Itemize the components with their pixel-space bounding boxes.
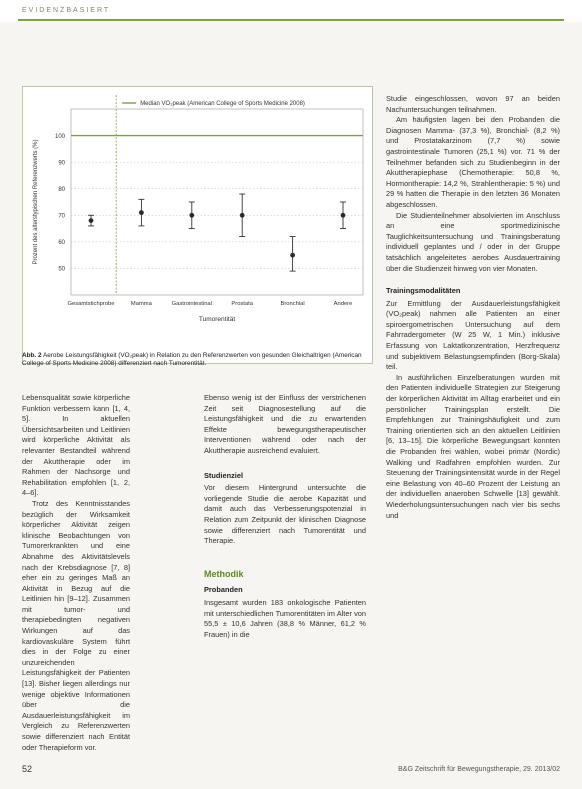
caption-text: Aerobe Leistungsfähigkeit (VO₂peak) in Relation zu den Referenzwerten von gesunden Gleichaltrigen (American College of Sports Medicine 2008) differenziert nach Tumorentität. (22, 352, 362, 367)
x-tick-label: Bronchial (280, 301, 305, 307)
paragraph: Studie eingeschlossen, wovon 97 an beiden Nachuntersuchungen teilnahmen. (386, 94, 560, 114)
column-left (22, 393, 130, 753)
paragraph: In ausführlichen Einzelberatungen wurden mit den Patienten individuelle Strategien zur Steigerung der körperlichen Aktivität im Alltag erarbeitet und ein persönlicher Trainingsplan erstellt. Die Empfehlungen zur Trainingshäufigkeit und zum Training orientierten sich an den aktuellen Leitlinien [6, 13–15]. Die körperliche Bewegungsart konnten die Probanden frei wählen, wobei primär (Nordic) Walking und Radfahren empfohlen wurden. Zur Steuerung der Trainingsintensität wurde in der Regel eine Belastung von 40–60 Prozent der Leistung an der individuellen anaeroben Schwelle [13] gewählt. Wiederholungsuntersuchungen nach vier bis sechs und (386, 372, 560, 520)
paragraph: Am häufigsten lagen bei den Probanden die Diagnosen Mamma- (37,3 %), Bronchial- (8,2 %) und Prostatakarzinom (7,7 %) sowie gastrointestinale Tumoren (25,1 %) vor. 71 % der Teilnehmer befanden sich zu Studienbeginn in der Akuttherapiephase (Chemotherapie: 50,8 %, Hormontherapie: 14,2 %, Strahlentherapie: 5 %) und 29 % hatten die Therapie in den letzten 36 Monaten abgeschlossen. (386, 115, 560, 209)
x-tick-label: Gesamtstichprobe (67, 301, 115, 307)
journal-footer: B&G Zeitschrift für Bewegungstherapie, 29. 2013/02 (398, 766, 560, 773)
y-tick-label: 80 (58, 186, 65, 193)
data-point (89, 218, 94, 223)
x-tick-label: Mamma (130, 301, 152, 307)
y-axis-label: Prozent des alterstypischen Referenzwerts (%) (33, 139, 39, 265)
paragraph: Die Studienteilnehmer absolvierten im Anschluss an eine sportmedizinische Tauglichkeitsuntersuchung und Trainingsberatung individuell geplantes und / oder in der Gruppe tatsächlich angeleitetes aerobes Ausdauertraining über die Studienzeit hinweg von vier Monaten. (386, 210, 560, 273)
y-tick-label: 60 (58, 240, 65, 247)
chart (23, 87, 372, 349)
column-middle (204, 393, 366, 640)
header-rule (18, 19, 564, 21)
figure-caption (22, 352, 371, 368)
heading-methodik: Methodik (204, 568, 244, 579)
paragraph: Trotz des Kenntnisstandes bezüglich der Wirksamkeit körperlicher Aktivität zeigen klinische Beobachtungen von Tumorerkrankten und eine Abnahme des Aktivitätslevels nach der Krebsdiagnose [7, 8] eher ein zu geringes Maß an Aktivität in Bezug auf die Leitlinien hin [9–12]. Zusammen mit tumor- und therapiebedingten negativen Wirkungen auf das kardiovaskuläre System führt dies in der Folge zu einer unzureichenden Leistungsfähigkeit der Patienten [13]. Bisher liegen allerdings nur wenige objektive Informationen über die Ausdauerleistungsfähigkeit im Vergleich zu Referenzwerten sowie differenziert nach Entität oder Therapieform vor. (22, 498, 130, 752)
heading-trainingsmodalitaeten: Trainingsmodalitäten (386, 286, 461, 296)
y-tick-label: 50 (58, 266, 65, 273)
caption-label: Abb. 2 (22, 352, 42, 359)
paragraph: Insgesamt wurden 183 onkologische Patienten mit unterschiedlichen Tumorentitäten im Alter von 55,5 ± 10,6 Jahren (38,8 % Männer, 61,2 % Frauen) in die (204, 597, 366, 639)
x-axis-label: Tumorentität (198, 316, 236, 323)
data-point (341, 213, 346, 218)
heading-probanden: Probanden (204, 585, 243, 595)
y-tick-label: 70 (58, 213, 65, 220)
paragraph: Vor diesem Hintergrund untersuchte die vorliegende Studie die aerobe Kapazität und damit auch das Verbesserungspotenzial in Relation zum Zeitpunkt der klinischen Diagnose sowie differenziert nach Tumorentität und Therapie. (204, 483, 366, 546)
y-tick-label: 90 (58, 160, 65, 167)
top-bar (0, 0, 582, 22)
page-number: 52 (22, 764, 33, 774)
column-right (386, 94, 560, 521)
data-point (139, 210, 144, 215)
x-tick-label: Prostata (231, 301, 253, 307)
legend-label: Median VO₂peak (American College of Sports Medicine 2008) (140, 101, 305, 107)
y-tick-label: 100 (54, 133, 65, 140)
data-point (290, 253, 295, 258)
heading-studienziel: Studienziel (204, 470, 244, 480)
paragraph: Zur Ermittlung der Ausdauerleistungsfähigkeit (VO₂peak) nahmen alle Patienten an einer spiroergometrischen Untersuchung auf dem Fahrradergometer (W 25 W, 1 Min.) inklusive Erfassung von Laktatkonzentration, Herzfrequenz und subjektivem Belastungsempfinden (Borg-Skala) teil. (386, 298, 560, 372)
figure-frame (22, 86, 373, 364)
x-tick-label: Gastrointestinal (171, 301, 212, 307)
plot-area (71, 109, 363, 295)
paragraph: Ebenso wenig ist der Einfluss der verstrichenen Zeit seit Diagnosestellung auf die Leistungsfähigkeit und die zu erwartenden Effekte bewegungstherapeutischer Interventionen während oder nach der Akuttherapie ausreichend evaluiert. (204, 393, 366, 455)
paragraph: Lebensqualität sowie körperliche Funktion verbessern kann [1, 4, 5]. In aktuellen Übersichtsarbeiten und Leitlinien wird körperliche Aktivität als relevanter Bestandteil während der Akuttherapie oder im Rahmen der Nachsorge und Rehabilitation empfohlen [1, 2, 4–6]. (22, 393, 130, 498)
data-point (240, 213, 245, 218)
section-label: EVIDENZBASIERT (22, 7, 111, 14)
x-tick-label: Andere (333, 301, 353, 307)
data-point (189, 213, 194, 218)
